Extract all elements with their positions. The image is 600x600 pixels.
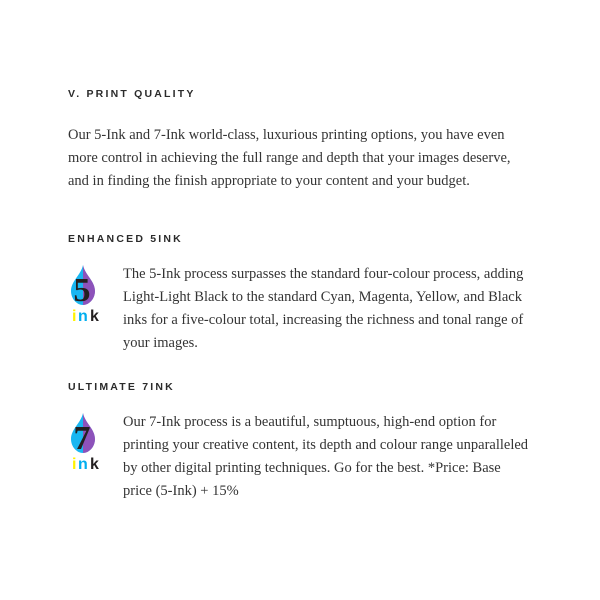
svg-text:i: i	[72, 308, 77, 325]
svg-text:n: n	[78, 308, 88, 325]
subsection-heading-7ink: ULTIMATE 7INK	[68, 381, 175, 393]
five-ink-logo	[68, 263, 114, 323]
svg-text:i: i	[72, 456, 77, 473]
intro-paragraph: Our 5-Ink and 7-Ink world-class, luxurious printing options, you have even more control in achieving the full range and depth that your images deserve, and in finding the finish appropriate to your content and your budget.	[68, 127, 511, 189]
logo-cell	[68, 261, 123, 323]
section-body-7ink: Our 7-Ink process is a beautiful, sumptuous, high-end option for printing your creative content, its depth and colour range unparalleled by other digital printing techniques. Go for the best. *Price: Base price (5-Ink) + 15%	[123, 414, 529, 499]
logo-cell	[68, 409, 123, 471]
svg-text:7: 7	[73, 420, 91, 457]
page-title: V. PRINT QUALITY	[68, 88, 196, 100]
svg-text:k: k	[90, 308, 99, 325]
seven-ink-logo	[68, 411, 114, 471]
section-block-7ink	[68, 409, 532, 503]
subsection-heading-5ink: ENHANCED 5INK	[68, 233, 183, 245]
svg-text:5: 5	[73, 272, 91, 309]
svg-text:n: n	[78, 456, 88, 473]
svg-text:k: k	[90, 456, 99, 473]
section-body-5ink: The 5-Ink process surpasses the standard four-colour process, adding Light-Light Black to the standard Cyan, Magenta, Yellow, and Black inks for a five-colour total, increasing the richness and tonal range of your images.	[123, 266, 524, 351]
section-block-5ink	[68, 261, 532, 355]
